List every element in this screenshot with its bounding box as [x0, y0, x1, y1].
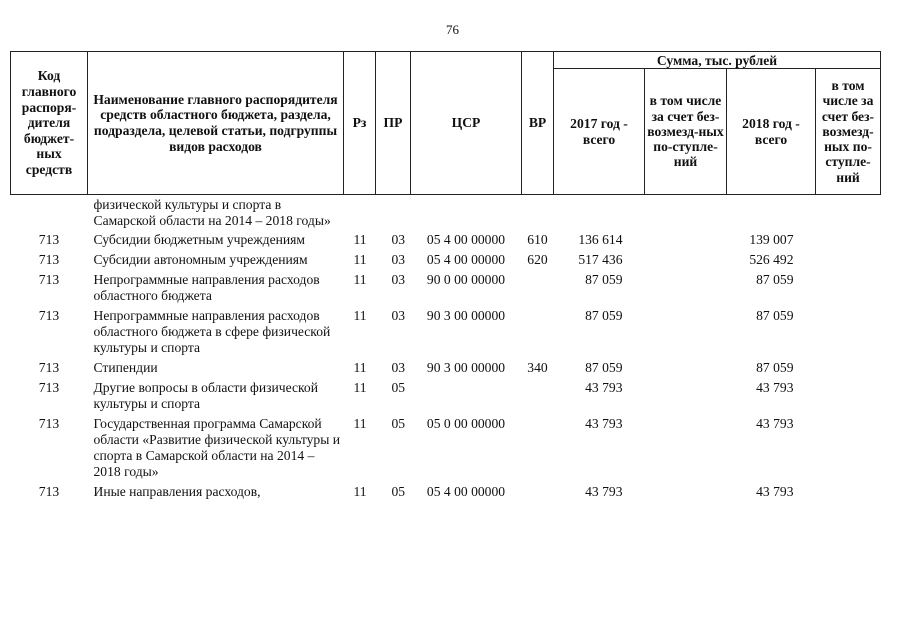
cell-csr: 90 3 00 00000	[426, 308, 506, 323]
cell-2017-total: 87 059	[585, 272, 623, 287]
cell-code: 713	[38, 360, 60, 375]
budget-table	[10, 51, 881, 503]
header-2017-incl: в том числе за счет без-возмезд-ных по-ступле-ний	[645, 69, 727, 195]
cell-name: физической культуры и спорта в Самарской области на 2014 – 2018 годы»	[93, 197, 331, 228]
table-row	[11, 195, 881, 232]
cell-2017-incl	[645, 195, 727, 232]
cell-vr	[522, 271, 554, 307]
cell-pr: 05	[391, 416, 406, 431]
cell-2018-total: 43 793	[756, 416, 794, 431]
cell-pr	[376, 195, 411, 232]
cell-pr: 03	[391, 232, 406, 247]
cell-2017-total: 43 793	[585, 416, 623, 431]
header-2018-incl: в том числе за счет без-возмезд-ных по-ступле-ний	[816, 69, 881, 195]
cell-2018-incl	[816, 307, 881, 359]
header-2018-total: 2018 год - всего	[727, 69, 816, 195]
cell-2018-incl	[816, 359, 881, 379]
cell-2018-incl	[816, 415, 881, 483]
cell-2017-total: 87 059	[585, 360, 623, 375]
cell-2017-incl	[645, 379, 727, 415]
cell-name: Непрограммные направления расходов областного бюджета в сфере физической культуры и спорта	[93, 308, 331, 355]
cell-2017-total: 87 059	[585, 308, 623, 323]
cell-rz: 11	[353, 272, 367, 287]
header-2017-total: 2017 год - всего	[554, 69, 645, 195]
cell-name: Стипендии	[93, 360, 158, 375]
table-row	[11, 251, 881, 271]
cell-2017-incl	[645, 231, 727, 251]
cell-vr	[522, 415, 554, 483]
table-body	[11, 195, 881, 504]
table-row	[11, 307, 881, 359]
cell-2018-incl	[816, 231, 881, 251]
cell-2017-total: 136 614	[578, 232, 623, 247]
header-vr: ВР	[522, 52, 554, 195]
cell-csr: 05 4 00 00000	[426, 252, 506, 267]
cell-2018-total: 87 059	[756, 272, 794, 287]
cell-vr	[522, 195, 554, 232]
cell-2017-incl	[645, 359, 727, 379]
cell-csr: 05 0 00 00000	[426, 416, 506, 431]
cell-2017-total: 43 793	[585, 380, 623, 395]
cell-2018-total: 526 492	[749, 252, 794, 267]
table-row	[11, 483, 881, 503]
cell-code	[11, 195, 88, 232]
cell-2017-incl	[645, 251, 727, 271]
cell-2017-total: 517 436	[578, 252, 623, 267]
cell-code: 713	[38, 232, 60, 247]
cell-2017-incl	[645, 271, 727, 307]
cell-rz: 11	[353, 380, 367, 395]
cell-name: Другие вопросы в области физической культуры и спорта	[93, 380, 318, 411]
cell-name: Непрограммные направления расходов областного бюджета	[93, 272, 320, 303]
cell-csr: 05 4 00 00000	[426, 232, 506, 247]
cell-2018-incl	[816, 379, 881, 415]
cell-vr: 340	[527, 360, 548, 375]
cell-2018-total: 87 059	[756, 308, 794, 323]
cell-name: Государственная программа Самарской области «Развитие физической культуры и спорта в Самарской области на 2014 – 2018 годы»	[93, 416, 341, 479]
cell-vr	[522, 307, 554, 359]
header-code: Код главного распоря-дителя бюджет-ных средств	[11, 52, 88, 195]
cell-code: 713	[38, 380, 60, 395]
cell-csr: 05 4 00 00000	[426, 484, 506, 499]
cell-2017-total: 43 793	[585, 484, 623, 499]
cell-2018-total: 139 007	[749, 232, 794, 247]
cell-rz: 11	[353, 484, 367, 499]
cell-name: Субсидии бюджетным учреждениям	[93, 232, 306, 247]
table-row	[11, 271, 881, 307]
header-csr: ЦСР	[411, 52, 522, 195]
cell-name: Субсидии автономным учреждениям	[93, 252, 308, 267]
cell-pr: 05	[391, 484, 406, 499]
cell-csr	[411, 195, 522, 232]
header-sum-group: Сумма, тыс. рублей	[554, 52, 881, 69]
cell-code: 713	[38, 272, 60, 287]
cell-2018-incl	[816, 271, 881, 307]
cell-vr	[522, 483, 554, 503]
header-rz: Рз	[344, 52, 376, 195]
cell-rz	[344, 195, 376, 232]
cell-vr	[522, 379, 554, 415]
cell-code: 713	[38, 484, 60, 499]
table-row	[11, 231, 881, 251]
cell-csr	[411, 379, 522, 415]
cell-csr: 90 0 00 00000	[426, 272, 506, 287]
cell-pr: 03	[391, 272, 406, 287]
cell-pr: 03	[391, 308, 406, 323]
cell-rz: 11	[353, 416, 367, 431]
cell-2018-total: 43 793	[756, 380, 794, 395]
cell-rz: 11	[353, 252, 367, 267]
cell-pr: 05	[391, 380, 406, 395]
cell-rz: 11	[353, 360, 367, 375]
cell-vr: 610	[527, 232, 548, 247]
cell-code: 713	[38, 308, 60, 323]
cell-csr: 90 3 00 00000	[426, 360, 506, 375]
cell-2017-incl	[645, 415, 727, 483]
header-name: Наименование главного распорядителя средств областного бюджета, раздела, подраздела, целевой статьи, подгруппы видов расходов	[88, 52, 344, 195]
cell-pr: 03	[391, 360, 406, 375]
cell-2018-incl	[816, 251, 881, 271]
cell-2018-total	[727, 195, 816, 232]
table-row	[11, 379, 881, 415]
cell-rz: 11	[353, 232, 367, 247]
cell-name: Иные направления расходов,	[93, 484, 261, 499]
cell-code: 713	[38, 252, 60, 267]
table-row	[11, 415, 881, 483]
cell-2018-total: 43 793	[756, 484, 794, 499]
cell-2018-incl	[816, 195, 881, 232]
page-number: 76	[446, 22, 459, 37]
cell-2018-total: 87 059	[756, 360, 794, 375]
header-pr: ПР	[376, 52, 411, 195]
table-header	[11, 52, 881, 195]
cell-rz: 11	[353, 308, 367, 323]
table-row	[11, 359, 881, 379]
cell-2017-incl	[645, 483, 727, 503]
cell-2017-total	[554, 195, 645, 232]
cell-code: 713	[38, 416, 60, 431]
cell-vr: 620	[527, 252, 548, 267]
cell-pr: 03	[391, 252, 406, 267]
cell-2018-incl	[816, 483, 881, 503]
cell-2017-incl	[645, 307, 727, 359]
